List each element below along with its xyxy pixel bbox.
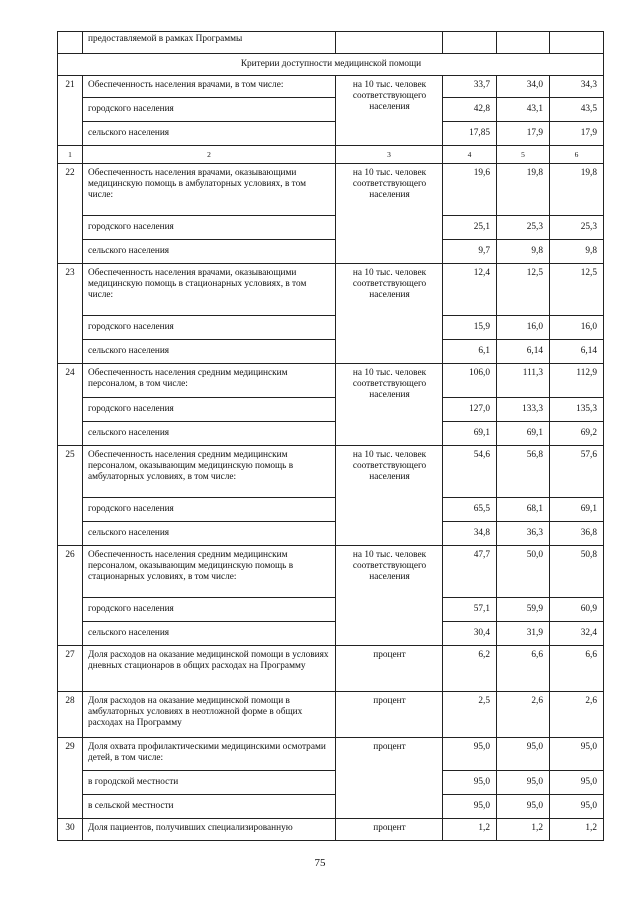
sub-indicator-value: 6,1 bbox=[443, 340, 497, 364]
cell-value bbox=[497, 32, 550, 54]
sub-indicator-value: 16,0 bbox=[550, 316, 604, 340]
indicator-name: Доля расходов на оказание медицинской помощи в условиях дневных стационаров в общих расходах на Программу bbox=[83, 646, 336, 692]
indicator-subrow bbox=[58, 98, 604, 122]
indicator-row bbox=[58, 692, 604, 738]
unit-of-measure: на 10 тыс. человек соответствующего населения bbox=[336, 446, 443, 546]
indicator-row bbox=[58, 264, 604, 316]
indicator-subrow bbox=[58, 122, 604, 146]
unit-of-measure: процент bbox=[336, 692, 443, 738]
unit-of-measure: процент bbox=[336, 738, 443, 819]
column-number: 1 bbox=[58, 146, 83, 164]
sub-indicator-name: городского населения bbox=[83, 216, 336, 240]
sub-indicator-name: сельского населения bbox=[83, 522, 336, 546]
cell-num bbox=[58, 32, 83, 54]
indicator-value: 2,5 bbox=[443, 692, 497, 738]
sub-indicator-value: 57,1 bbox=[443, 598, 497, 622]
sub-indicator-value: 43,1 bbox=[497, 98, 550, 122]
sub-indicator-value: 59,9 bbox=[497, 598, 550, 622]
indicator-row bbox=[58, 164, 604, 216]
indicator-value: 6,6 bbox=[550, 646, 604, 692]
cell-unit bbox=[336, 32, 443, 54]
indicator-value: 95,0 bbox=[497, 738, 550, 771]
cell-text: предоставляемой в рамках Программы bbox=[83, 32, 336, 54]
indicator-value: 95,0 bbox=[550, 738, 604, 771]
sub-indicator-value: 95,0 bbox=[443, 795, 497, 819]
sub-indicator-value: 65,5 bbox=[443, 498, 497, 522]
section-title: Критерии доступности медицинской помощи bbox=[58, 54, 604, 76]
sub-indicator-value: 36,3 bbox=[497, 522, 550, 546]
indicator-value: 19,8 bbox=[497, 164, 550, 216]
sub-indicator-name: городского населения bbox=[83, 98, 336, 122]
sub-indicator-value: 32,4 bbox=[550, 622, 604, 646]
indicator-row bbox=[58, 646, 604, 692]
sub-indicator-value: 43,5 bbox=[550, 98, 604, 122]
indicator-value: 1,2 bbox=[550, 819, 604, 841]
indicator-subrow bbox=[58, 398, 604, 422]
sub-indicator-name: городского населения bbox=[83, 398, 336, 422]
unit-of-measure: на 10 тыс. человек соответствующего населения bbox=[336, 364, 443, 446]
unit-of-measure: процент bbox=[336, 819, 443, 841]
sub-indicator-name: сельского населения bbox=[83, 340, 336, 364]
sub-indicator-value: 34,8 bbox=[443, 522, 497, 546]
indicator-name: Обеспеченность населения средним медицинским персоналом, оказывающим медицинскую помощь в стационарных условиях, в том числе: bbox=[83, 546, 336, 598]
sub-indicator-value: 31,9 bbox=[497, 622, 550, 646]
indicator-value: 12,5 bbox=[497, 264, 550, 316]
indicator-value: 111,3 bbox=[497, 364, 550, 398]
row-number: 23 bbox=[58, 264, 83, 364]
indicator-subrow bbox=[58, 498, 604, 522]
column-number: 6 bbox=[550, 146, 604, 164]
indicator-value: 1,2 bbox=[443, 819, 497, 841]
sub-indicator-value: 9,8 bbox=[550, 240, 604, 264]
section-title-row bbox=[58, 54, 604, 76]
indicator-value: 56,8 bbox=[497, 446, 550, 498]
indicator-subrow bbox=[58, 240, 604, 264]
indicator-row bbox=[58, 446, 604, 498]
sub-indicator-value: 69,1 bbox=[497, 422, 550, 446]
sub-indicator-value: 127,0 bbox=[443, 398, 497, 422]
indicator-name: Обеспеченность населения врачами, оказывающими медицинскую помощь в стационарных условиях, в том числе: bbox=[83, 264, 336, 316]
sub-indicator-value: 17,85 bbox=[443, 122, 497, 146]
sub-indicator-value: 68,1 bbox=[497, 498, 550, 522]
sub-indicator-value: 25,1 bbox=[443, 216, 497, 240]
column-number: 2 bbox=[83, 146, 336, 164]
indicator-value: 50,8 bbox=[550, 546, 604, 598]
sub-indicator-name: сельского населения bbox=[83, 122, 336, 146]
indicator-value: 34,3 bbox=[550, 76, 604, 98]
indicator-value: 12,5 bbox=[550, 264, 604, 316]
indicators-table bbox=[57, 31, 604, 841]
sub-indicator-value: 15,9 bbox=[443, 316, 497, 340]
indicator-name: Обеспеченность населения средним медицинским персоналом, оказывающим медицинскую помощь в амбулаторных условиях, в том числе: bbox=[83, 446, 336, 498]
indicator-value: 50,0 bbox=[497, 546, 550, 598]
indicator-subrow bbox=[58, 598, 604, 622]
sub-indicator-value: 6,14 bbox=[497, 340, 550, 364]
row-number: 24 bbox=[58, 364, 83, 446]
row-number: 21 bbox=[58, 76, 83, 146]
unit-of-measure: на 10 тыс. человек соответствующего населения bbox=[336, 546, 443, 646]
indicator-row bbox=[58, 76, 604, 98]
sub-indicator-value: 95,0 bbox=[497, 771, 550, 795]
indicator-subrow bbox=[58, 422, 604, 446]
indicator-row bbox=[58, 738, 604, 771]
sub-indicator-value: 9,7 bbox=[443, 240, 497, 264]
indicator-value: 1,2 bbox=[497, 819, 550, 841]
sub-indicator-value: 95,0 bbox=[443, 771, 497, 795]
row-number: 22 bbox=[58, 164, 83, 264]
indicator-value: 106,0 bbox=[443, 364, 497, 398]
sub-indicator-value: 42,8 bbox=[443, 98, 497, 122]
sub-indicator-name: в городской местности bbox=[83, 771, 336, 795]
indicator-name: Доля пациентов, получивших специализированную bbox=[83, 819, 336, 841]
sub-indicator-value: 30,4 bbox=[443, 622, 497, 646]
indicator-value: 6,2 bbox=[443, 646, 497, 692]
sub-indicator-value: 25,3 bbox=[550, 216, 604, 240]
indicator-row bbox=[58, 364, 604, 398]
sub-indicator-value: 135,3 bbox=[550, 398, 604, 422]
column-number: 5 bbox=[497, 146, 550, 164]
sub-indicator-value: 17,9 bbox=[497, 122, 550, 146]
row-number: 25 bbox=[58, 446, 83, 546]
sub-indicator-value: 16,0 bbox=[497, 316, 550, 340]
sub-indicator-name: сельского населения bbox=[83, 422, 336, 446]
indicator-row bbox=[58, 819, 604, 841]
indicator-value: 95,0 bbox=[443, 738, 497, 771]
row-number: 30 bbox=[58, 819, 83, 841]
indicator-value: 54,6 bbox=[443, 446, 497, 498]
indicator-value: 2,6 bbox=[497, 692, 550, 738]
indicator-value: 57,6 bbox=[550, 446, 604, 498]
indicator-value: 33,7 bbox=[443, 76, 497, 98]
indicator-subrow bbox=[58, 771, 604, 795]
sub-indicator-value: 17,9 bbox=[550, 122, 604, 146]
unit-of-measure: на 10 тыс. человек соответствующего населения bbox=[336, 76, 443, 146]
sub-indicator-name: городского населения bbox=[83, 316, 336, 340]
sub-indicator-name: городского населения bbox=[83, 598, 336, 622]
indicator-value: 19,6 bbox=[443, 164, 497, 216]
indicator-subrow bbox=[58, 216, 604, 240]
sub-indicator-name: в сельской местности bbox=[83, 795, 336, 819]
unit-of-measure: на 10 тыс. человек соответствующего населения bbox=[336, 264, 443, 364]
indicator-subrow bbox=[58, 622, 604, 646]
indicator-value: 112,9 bbox=[550, 364, 604, 398]
sub-indicator-value: 95,0 bbox=[550, 771, 604, 795]
indicator-value: 47,7 bbox=[443, 546, 497, 598]
sub-indicator-name: городского населения bbox=[83, 498, 336, 522]
sub-indicator-value: 25,3 bbox=[497, 216, 550, 240]
sub-indicator-value: 60,9 bbox=[550, 598, 604, 622]
sub-indicator-value: 36,8 bbox=[550, 522, 604, 546]
column-numbers-row bbox=[58, 146, 604, 164]
sub-indicator-name: сельского населения bbox=[83, 622, 336, 646]
sub-indicator-value: 95,0 bbox=[497, 795, 550, 819]
sub-indicator-value: 69,2 bbox=[550, 422, 604, 446]
indicator-name: Обеспеченность населения средним медицинским персоналом, в том числе: bbox=[83, 364, 336, 398]
indicator-value: 6,6 bbox=[497, 646, 550, 692]
indicator-value: 19,8 bbox=[550, 164, 604, 216]
sub-indicator-value: 9,8 bbox=[497, 240, 550, 264]
cell-value bbox=[550, 32, 604, 54]
unit-of-measure: процент bbox=[336, 646, 443, 692]
row-number: 27 bbox=[58, 646, 83, 692]
sub-indicator-value: 6,14 bbox=[550, 340, 604, 364]
row-number: 26 bbox=[58, 546, 83, 646]
sub-indicator-name: сельского населения bbox=[83, 240, 336, 264]
cell-value bbox=[443, 32, 497, 54]
indicator-name: Доля охвата профилактическими медицинскими осмотрами детей, в том числе: bbox=[83, 738, 336, 771]
row-number: 29 bbox=[58, 738, 83, 819]
indicator-name: Обеспеченность населения врачами, оказывающими медицинскую помощь в амбулаторных условиях, в том числе: bbox=[83, 164, 336, 216]
page-number: 75 bbox=[314, 857, 326, 869]
unit-of-measure: на 10 тыс. человек соответствующего населения bbox=[336, 164, 443, 264]
sub-indicator-value: 69,1 bbox=[443, 422, 497, 446]
indicator-row bbox=[58, 546, 604, 598]
indicator-value: 2,6 bbox=[550, 692, 604, 738]
sub-indicator-value: 133,3 bbox=[497, 398, 550, 422]
indicator-name: Доля расходов на оказание медицинской помощи в амбулаторных условиях в неотложной форме в общих расходах на Программу bbox=[83, 692, 336, 738]
indicator-name: Обеспеченность населения врачами, в том числе: bbox=[83, 76, 336, 98]
column-number: 4 bbox=[443, 146, 497, 164]
indicator-subrow bbox=[58, 522, 604, 546]
row-number: 28 bbox=[58, 692, 83, 738]
indicator-subrow bbox=[58, 340, 604, 364]
indicator-subrow bbox=[58, 316, 604, 340]
indicator-value: 12,4 bbox=[443, 264, 497, 316]
column-number: 3 bbox=[336, 146, 443, 164]
sub-indicator-value: 69,1 bbox=[550, 498, 604, 522]
top-continuation-row bbox=[58, 32, 604, 54]
indicator-subrow bbox=[58, 795, 604, 819]
indicator-value: 34,0 bbox=[497, 76, 550, 98]
sub-indicator-value: 95,0 bbox=[550, 795, 604, 819]
